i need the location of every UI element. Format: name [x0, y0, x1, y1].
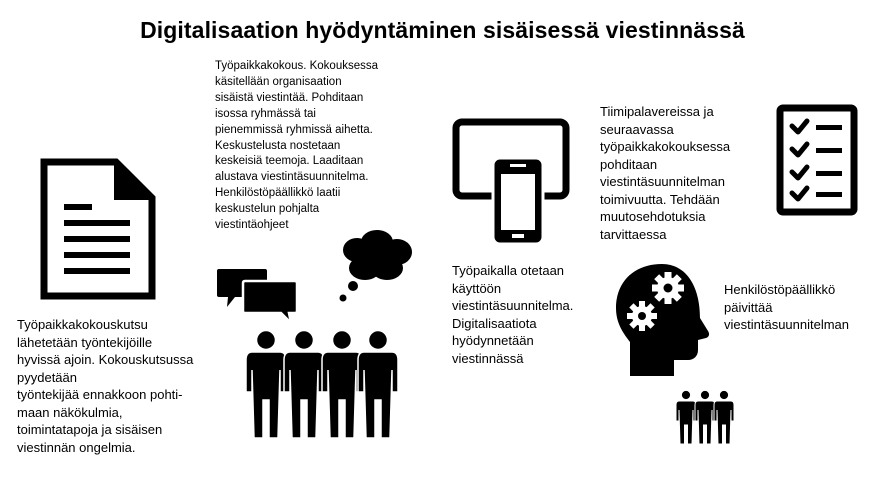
step-adopt-text: Työpaikalla otetaan käyttöön viestintäsuunnitelma. Digitalisaatiota hyödynnetään viestinnässä: [452, 263, 574, 366]
page-title: Digitalisaation hyödyntäminen sisäisessä viestinnässä: [140, 17, 745, 43]
small-people-icon: [675, 390, 737, 446]
checklist-icon: [776, 104, 858, 216]
document-icon: [40, 158, 156, 300]
step-update-text: Henkilöstöpäällikkö päivittää viestintäsuunnitelman: [724, 282, 850, 332]
step-invite-text: Työpaikkakokouskutsu lähetetään työntekijöille hyvissä ajoin. Kokouskutsussa pyydetään työntekijää ennakkoon pohti- maan näkökulmia, toimintatapoja ja sisäisen viestinnän ongelmia.: [17, 317, 194, 455]
step-review-text: Tiimipalavereissa ja seuraavassa työpaikkakokouksessa pohditaan viestintäsuunnitelman toimivuutta. Tehdään muutosehdotuksia tarvittaessa: [600, 104, 731, 242]
tablet-phone-icon: [452, 118, 570, 246]
thought-cloud-icon: [333, 228, 415, 306]
speech-bubbles-icon: [215, 267, 299, 323]
head-gears-icon: [612, 262, 716, 378]
people-group-icon: [244, 330, 399, 442]
step-meeting-text: Työpaikkakokous. Kokouksessa käsitellään organisaation sisäistä viestintää. Pohditaan isossa ryhmässä tai pienemmissä ryhmissä aihetta. Keskustelusta nostetaan keskeisiä teemoja. Laaditaan alustava viestintäsuunnitelma. Henkilöstöpäällikkö laatii keskustelun pohjalta viestintäohjeet: [215, 60, 379, 232]
